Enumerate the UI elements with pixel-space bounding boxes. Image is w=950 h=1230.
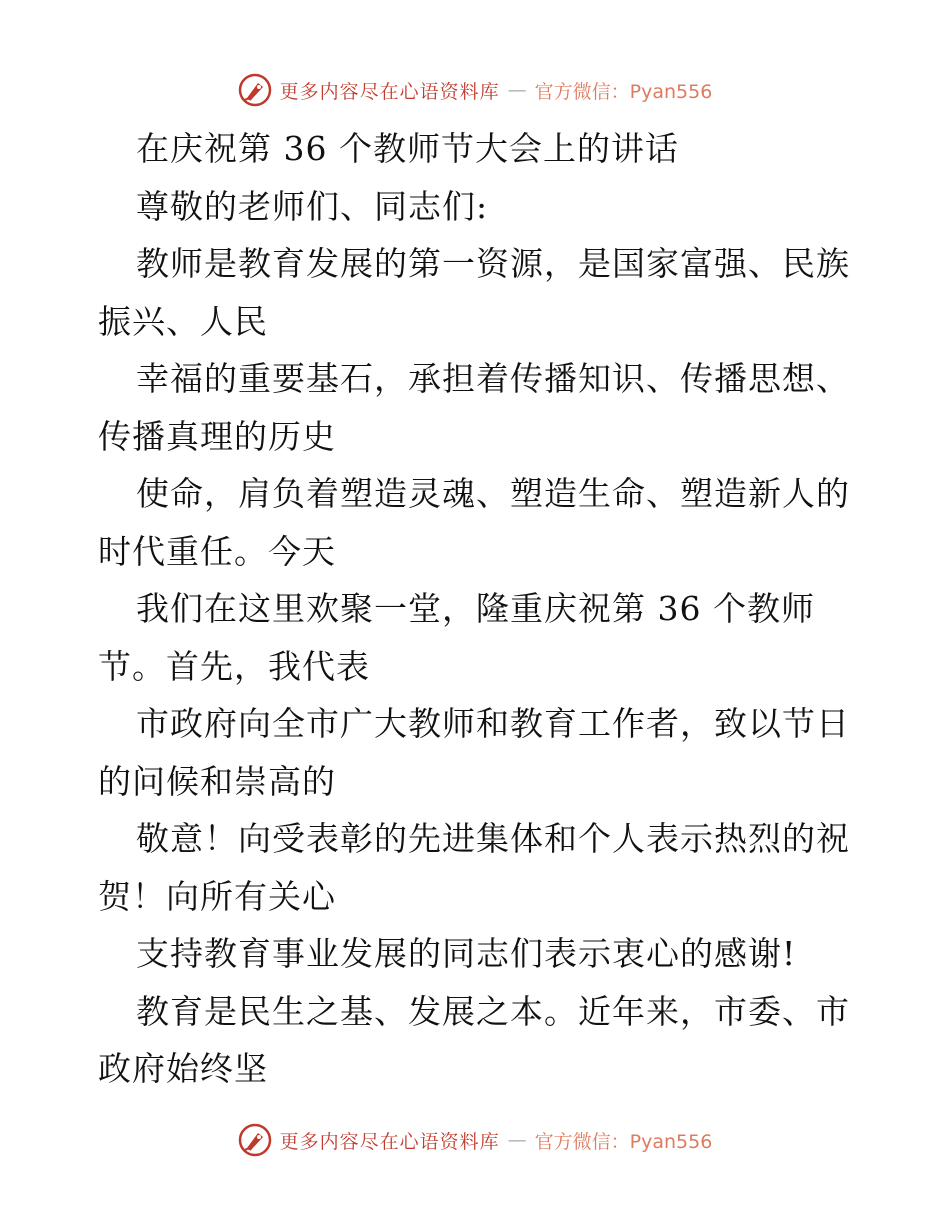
document-title: 在庆祝第 36 个教师节大会上的讲话 xyxy=(136,129,679,168)
footer-watermark xyxy=(0,1120,950,1160)
watermark-text: 更多内容尽在心语资料库 xyxy=(279,1130,500,1153)
salutation: 尊敬的老师们、同志们: xyxy=(136,186,489,226)
document-body xyxy=(98,120,858,1098)
watermark-dash: — xyxy=(507,79,527,101)
header-watermark xyxy=(0,70,950,110)
text-line: 幸福的重要基石，承担着传播知识、传播思想、 xyxy=(136,359,850,398)
text-line: 政府始终坚 xyxy=(98,1049,268,1088)
text-line: 敬意！向受表彰的先进集体和个人表示热烈的祝 xyxy=(136,819,850,858)
text-line: 我们在这里欢聚一堂，隆重庆祝第 36 个教师 xyxy=(136,589,815,628)
text-line: 贺！向所有关心 xyxy=(98,876,336,916)
text-line: 教师是教育发展的第一资源，是国家富强、民族 xyxy=(136,244,850,283)
watermark-dash: — xyxy=(507,1129,527,1151)
pen-nib-logo-icon xyxy=(238,1123,272,1157)
watermark-account: 官方微信：Pyan556 xyxy=(534,1130,713,1153)
watermark-account: 官方微信：Pyan556 xyxy=(534,80,713,103)
text-line: 时代重任。今天 xyxy=(98,531,336,571)
text-line: 振兴、人民 xyxy=(98,301,268,341)
text-line: 传播真理的历史 xyxy=(98,416,336,456)
text-line: 使命，肩负着塑造灵魂、塑造生命、塑造新人的 xyxy=(136,474,850,513)
watermark-text: 更多内容尽在心语资料库 xyxy=(279,80,500,103)
text-line: 市政府向全市广大教师和教育工作者，致以节日 xyxy=(136,704,850,743)
text-line: 支持教育事业发展的同志们表示衷心的感谢! xyxy=(136,934,797,973)
text-line: 的问候和崇高的 xyxy=(98,761,336,801)
pen-nib-logo-icon xyxy=(238,73,272,107)
text-line: 节。首先，我代表 xyxy=(98,646,370,686)
text-line: 教育是民生之基、发展之本。近年来，市委、市 xyxy=(136,991,850,1031)
